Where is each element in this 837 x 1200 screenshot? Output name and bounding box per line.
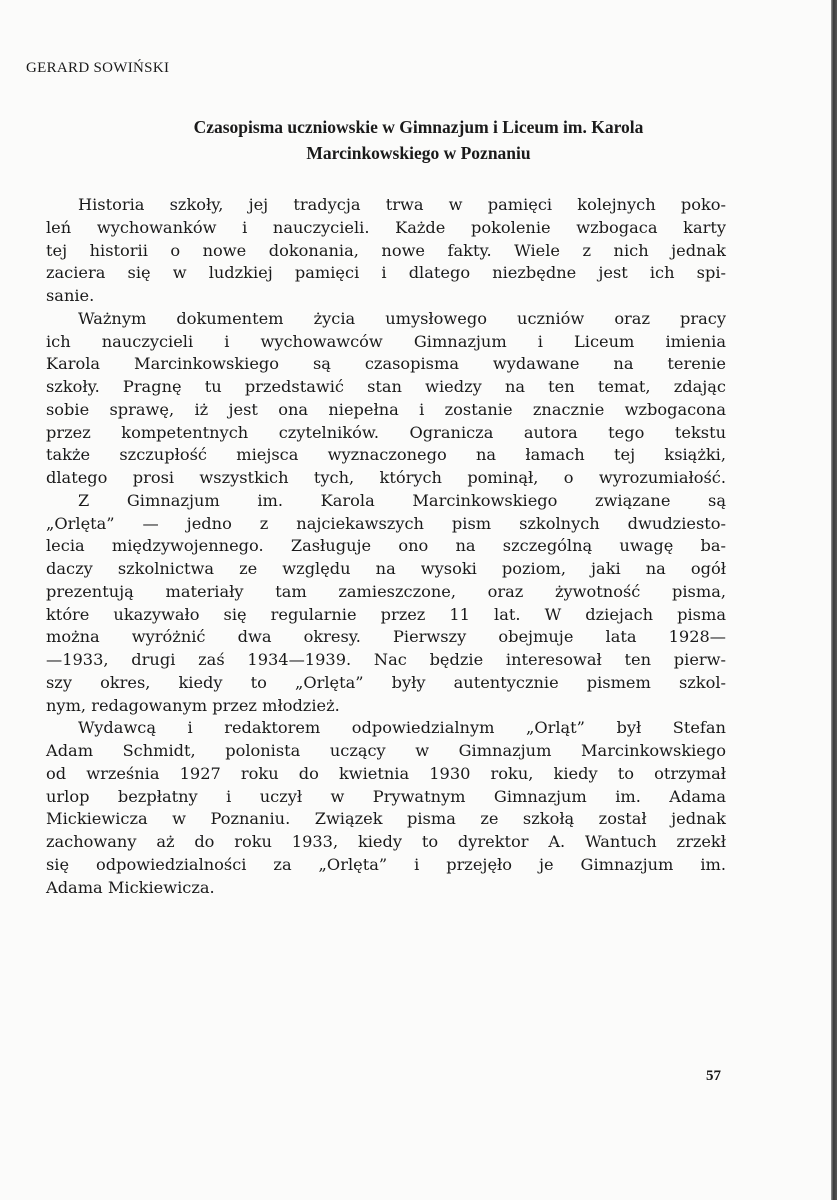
- text-line: Z Gimnazjum im. Karola Marcinkowskiego związane są: [78, 490, 726, 510]
- text-line: sobie sprawę, iż jest ona niepełna i zostanie znacznie wzbogacona: [46, 399, 726, 419]
- running-header-author: GERARD SOWIŃSKI: [26, 60, 170, 76]
- text-line: się odpowiedzialności za „Orlęta” i przejęło je Gimnazjum im.: [46, 854, 726, 874]
- text-line: od września 1927 roku do kwietnia 1930 roku, kiedy to otrzymał: [46, 763, 726, 783]
- article-body: [46, 194, 726, 899]
- text-line: lecia międzywojennego. Zasługuje ono na szczególną uwagę ba-: [46, 536, 726, 556]
- text-line: Wydawcą i redaktorem odpowiedzialnym „Orląt” był Stefan: [78, 718, 726, 738]
- text-line: szy okres, kiedy to „Orlęta” były autentycznie pismem szkol-: [46, 672, 726, 692]
- text-line: które ukazywało się regularnie przez 11 lat. W dziejach pisma: [46, 604, 726, 624]
- text-line: daczy szkolnictwa ze względu na wysoki poziom, jaki na ogół: [46, 559, 726, 578]
- text-line: zaciera się w ludzkiej pamięci i dlatego niezbędne jest ich spi-: [46, 263, 726, 283]
- text-line: dlatego prosi wszystkich tych, których pominął, o wyrozumiałość.: [46, 468, 726, 487]
- text-line: także szczupłość miejsca wyznaczonego na łamach tej książki,: [46, 445, 726, 465]
- title-line: Czasopisma uczniowskie w Gimnazjum i Liceum im. Karola: [193, 117, 644, 137]
- text-line: ich nauczycieli i wychowawców Gimnazjum i Liceum imienia: [46, 331, 726, 351]
- scan-page-edge: [831, 0, 837, 1200]
- article-title: [0, 114, 837, 166]
- text-line: —1933, drugi zaś 1934—1939. Nac będzie interesował ten pierw-: [46, 650, 726, 669]
- text-line: zachowany aż do roku 1933, kiedy to dyrektor A. Wantuch zrzekł: [46, 832, 726, 851]
- page-number: 57: [706, 1068, 721, 1084]
- text-line: sanie.: [46, 286, 95, 305]
- text-line: Mickiewicza w Poznaniu. Związek pisma ze szkołą został jednak: [46, 809, 726, 829]
- text-line: leń wychowanków i nauczycieli. Każde pokolenie wzbogaca karty: [46, 217, 726, 237]
- text-line: urlop bezpłatny i uczył w Prywatnym Gimnazjum im. Adama: [46, 786, 726, 806]
- text-line: szkoły. Pragnę tu przedstawić stan wiedzy na ten temat, zdając: [46, 377, 726, 396]
- text-line: Historia szkoły, jej tradycja trwa w pamięci kolejnych poko-: [78, 195, 726, 214]
- text-line: przez kompetentnych czytelników. Ogranicza autora tego tekstu: [46, 422, 726, 442]
- text-line: Ważnym dokumentem życia umysłowego uczniów oraz pracy: [78, 308, 726, 328]
- text-line: prezentują materiały tam zamieszczone, oraz żywotność pisma,: [46, 581, 726, 601]
- text-line: nym, redagowanym przez młodzież.: [46, 695, 340, 715]
- text-line: Adam Schmidt, polonista uczący w Gimnazjum Marcinkowskiego: [46, 741, 726, 760]
- text-line: można wyróżnić dwa okresy. Pierwszy obejmuje lata 1928—: [46, 627, 726, 647]
- text-line: Adama Mickiewicza.: [46, 877, 215, 897]
- title-line: Marcinkowskiego w Poznaniu: [306, 143, 531, 163]
- text-line: Karola Marcinkowskiego są czasopisma wydawane na terenie: [46, 354, 726, 374]
- text-line: „Orlęta” — jedno z najciekawszych pism szkolnych dwudziesto-: [46, 513, 726, 533]
- text-line: tej historii o nowe dokonania, nowe fakty. Wiele z nich jednak: [46, 240, 726, 260]
